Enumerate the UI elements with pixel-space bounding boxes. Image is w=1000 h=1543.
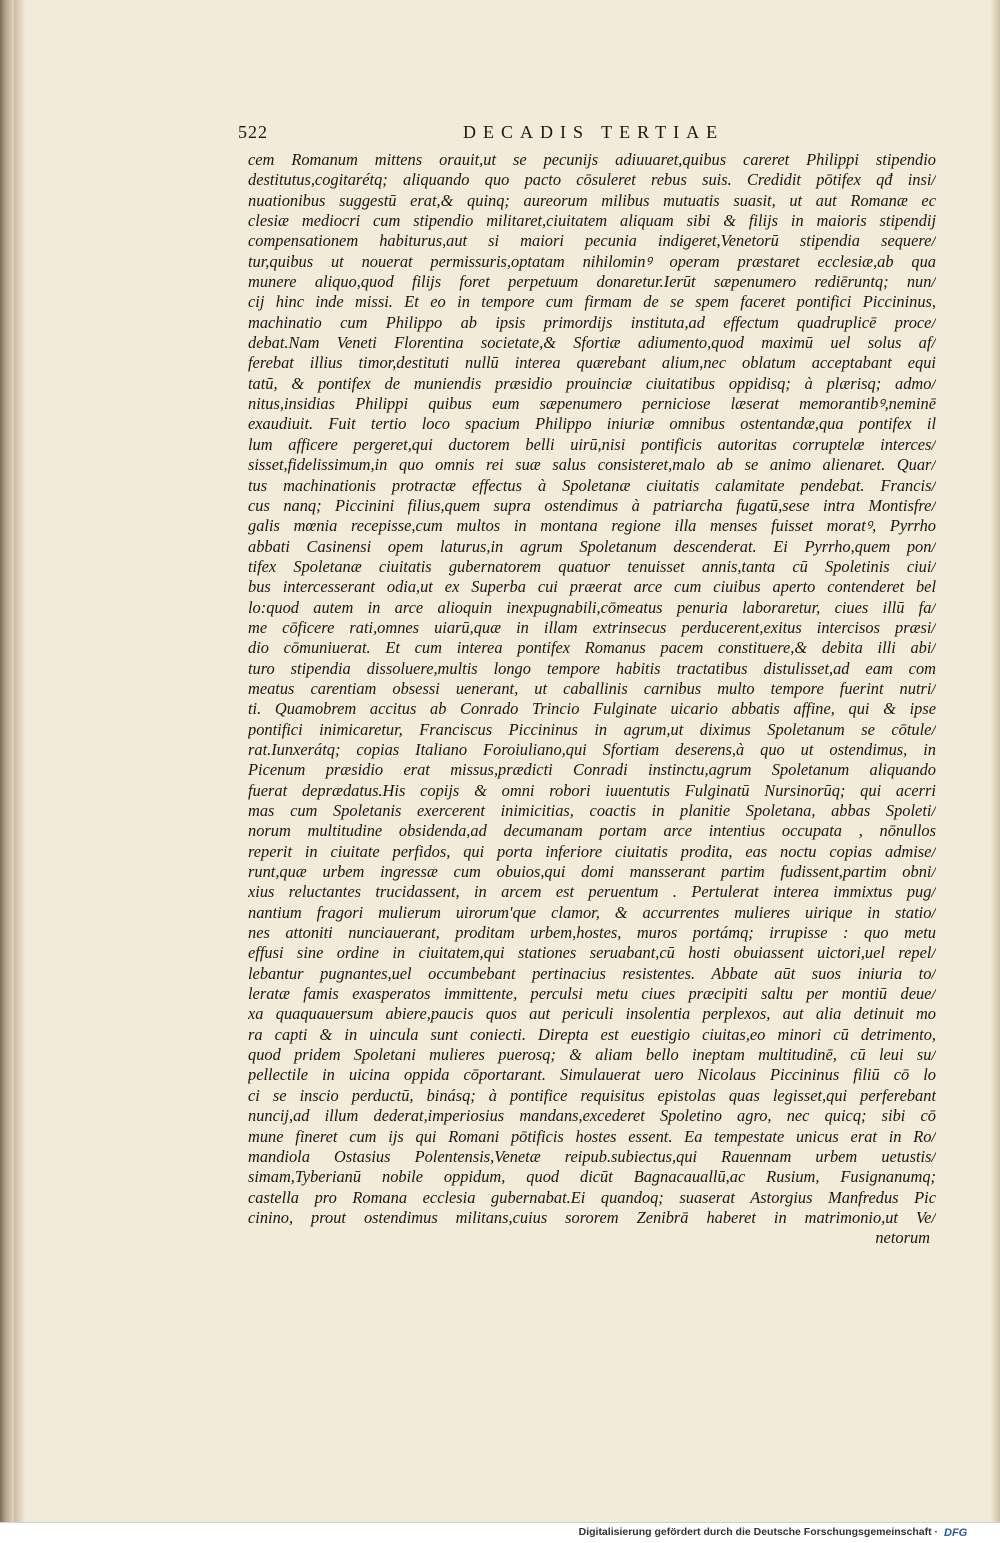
text-line: tifex Spoletanæ ciuitatis gubernatorem quatuor tenuisset annis,tanta cū Spoletinis ciui/ <box>248 556 936 576</box>
text-line: mune fineret cum ijs qui Romani pōtificis hostes essent. Ea tempestate unicus erat in Ro/ <box>248 1126 936 1146</box>
text-line: compensationem habiturus,aut si maiori pecunia indigeret,Venetorū stipendia sequere/ <box>248 231 936 251</box>
text-line: pontifici inimicaretur, Franciscus Piccininus in agrum,ut diximus Spoletanum se cōtule/ <box>248 719 936 739</box>
text-line: lo:quod autem in arce alioquin inexpugnabili,cōmeatus penuria laboraretur, ciues illū fa/ <box>248 597 936 617</box>
text-line: machinatio cum Philippo ab ipsis primordijs instituta,ad effectum quadruplicē proce/ <box>248 312 936 332</box>
text-line: rat.Iunxerátq; copias Italiano Foroiuliano,qui Sfortiam deserens,à quo ut ostendimus, in <box>248 739 936 759</box>
text-line: cem Romanum mittens orauit,ut se pecunijs adiuuaret,quibus careret Philippi stipendio <box>248 150 936 169</box>
text-line: mas cum Spoletanis exercerent inimicitias, coactis in planitie Spoletana, abbas Spoleti/ <box>248 801 936 820</box>
text-line: reperit in ciuitate perfidos, qui porta inferiore ciuitatis prodita, eas noctu copias admise/ <box>248 841 936 861</box>
text-line: nantium fragori mulierum uirorum'que clamor, & accurrentes mulieres uirique in statio/ <box>248 902 936 922</box>
text-line: debat.Nam Veneti Florentina societate,& Sfortiæ adiumento,quod maximū uel solus af/ <box>248 333 936 353</box>
text-line: Picenum præsidio erat missus,prædicti Conradi instinctu,agrum Spoletanum aliquando <box>248 760 936 780</box>
text-line: ra capti & in uincula sunt coniecti. Direpta est euestigio ciuitas,eo minori cū detrimento, <box>248 1024 936 1044</box>
text-line: abbati Casinensi opem laturus,in agrum Spoletanum descenderat. Ei Pyrrho,quem pon/ <box>248 536 936 556</box>
text-line: lum afficere pergeret,qui ductorem belli uirū,nisi pontificis autoritas corruptelæ interces/ <box>248 434 936 454</box>
text-line: nitus,insidias Philippi quibus eum sæpenumero perniciose læserat memorantibꝰ,neminē <box>248 394 936 414</box>
text-line: exaudiuit. Fuit tertio loco spacium Philippo iniuriæ omnibus ostentandæ,qua pontifex il <box>248 414 936 434</box>
page-number: 522 <box>238 122 268 142</box>
text-line: meatus carentiam obsessi uenerant, ut caballinis carnibus multo tempore fuerint nutri/ <box>248 678 936 698</box>
text-line: castella pro Romana ecclesia gubernabat.Ei quandoq; suaserat Astorgius Manfredus Pic <box>248 1187 936 1207</box>
text-line: nes attoniti nunciauerant, proditam urbem,hostes, muros portámq; irrupisse : quo metu <box>248 923 936 943</box>
text-line: nuationibus suggestū erat,& quinq; aureorum milibus mutuatis suasit, ut aut Romanæ ec <box>248 190 936 210</box>
text-line: tur,quibus ut nouerat permissuris,optatam nihilominꝰ operam præstaret ecclesiæ,ab qua <box>248 251 936 271</box>
text-line: ci se inscio perductū, binásq; à pontifice requisitus epistolas quas legisset,qui perferebant <box>248 1085 936 1105</box>
text-line: tatū, & pontifex de muniendis præsidio prouinciæ ciuitatibus oppidisq; à plærisq; admo/ <box>248 373 936 393</box>
text-line: ti. Quamobrem accitus ab Conrado Trincio Fulginate uicario abbatis affine, qui & ipse <box>248 699 936 719</box>
text-line: sisset,fidelissimum,in quo omnis rei suæ salus consisteret,malo ab se animo alienaret. Quar/ <box>248 455 936 475</box>
text-line: effusi sine ordine in ciuitatem,qui stationes seruabant,cū hosti obuiassent uictori,uel repel/ <box>248 943 936 963</box>
running-title: DECADIS TERTIAE <box>463 122 725 142</box>
body-text <box>248 150 936 1249</box>
text-line: nuncij,ad illum dederat,imperiosius mandans,excederet Spoletino agro, nec quicq; sibi cō <box>248 1106 936 1126</box>
text-line: ferebat illius timor,destituti nullū interea quærebant alium,nec oblatum acceptabant equi <box>248 353 936 373</box>
text-line: cij hinc inde missi. Et eo in tempore cum firmam de se spem faceret pontifici Piccininus, <box>248 292 936 312</box>
show-through-mark <box>262 1190 402 1204</box>
text-line: dio cōmuniuerat. Et cum interea pontifex Romanus pacem constituere,& debita illi abi/ <box>248 638 936 658</box>
text-line: mandiola Ostasius Polentensis,Venetæ reipub.subiectus,qui Rauennam urbem uetustis/ <box>248 1146 936 1166</box>
text-line: destitutus,cogitarétq; aliquando quo pacto cōsuleret rebus suis. Credidit pōtifex qđ insi/ <box>248 170 936 190</box>
footer-bar <box>0 1522 1000 1543</box>
text-line: galis mœnia recepisse,cum multos in montana regione illa menses fuisset moratꝰ, Pyrrho <box>248 516 936 536</box>
text-line: xa quaquauersum abiere,paucis quos aut periculi insolentia perplexos, aut alia detinuit mo <box>248 1004 936 1024</box>
page-edge-shadow <box>990 0 1000 1543</box>
text-line: cinino, prout ostendimus militans,cuius sororem Zenibrā haberet in matrimonio,ut Ve/ <box>248 1207 936 1227</box>
text-line: norum multitudine obsidenda,ad decumanam portam arce intentius occupata , nōnullos <box>248 821 936 841</box>
dfg-logo-icon: DFG <box>944 1527 968 1539</box>
text-line: tus machinationis protractæ effectus à Spoletanæ ciuitatis calamitate pendebat. Francis/ <box>248 475 936 495</box>
gutter-shadow <box>14 0 26 1543</box>
text-line: munere aliquo,quod filijs foret perpetuum donaretur.Ierūt sæpenumero rediēruntq; nun/ <box>248 272 936 292</box>
text-line: simam,Tyberianū nobile oppidum, quod dicūt Bagnacauallū,ac Rusium, Fusignanumq; <box>248 1167 936 1187</box>
text-line: pellectile in uicina oppida cōportarant. Simulauerat uero Nicolaus Piccininus filiū cō lo <box>248 1065 936 1085</box>
text-line: runt,quæ urbem ingressæ cum obuios,qui domi mansserant partim fudissent,partim obni/ <box>248 862 936 882</box>
text-line: clesiæ mediocri cum stipendio militaret,ciuitatem aliquam sibi & filijs in maioris stipendij <box>248 211 936 231</box>
funding-note: Digitalisierung gefördert durch die Deutsche Forschungsgemeinschaft · <box>578 1526 938 1538</box>
text-line: cus nanq; Piccinini filius,quem supra ostendimus à patriarcha fugatū,sese intra Montisfre/ <box>248 495 936 515</box>
text-line: me cōficere rati,omnes uiarū,quæ in illam extrinsecus perducerent,exitus intercisos præsi/ <box>248 617 936 637</box>
text-line: turo stipendia dissoluere,multis longo tempore habitis tractatibus distulisset,ad eam com <box>248 658 936 678</box>
text-line: fuerat deprædatus.His copijs & omni robori iuuentutis Fulginatū Nursinorūq; qui acerri <box>248 780 936 800</box>
text-line: quod pridem Spoletani mulieres puerosq; & aliam bello ineptam multitudinē, cū leui su/ <box>248 1045 936 1065</box>
text-line: leratæ famis exasperatos immittente, perculsi metu ciues præcipiti saltu per montiū deue/ <box>248 984 936 1004</box>
text-line: xius reluctantes trucidassent, in arcem est peruentum . Pertulerat interea immixtus pug/ <box>248 882 936 902</box>
text-line: netorum <box>875 1228 930 1248</box>
book-binding-gutter <box>0 0 14 1543</box>
text-line: lebantur pugnantes,uel occumbebant pertinacius resistentes. Abbate aūt suos iniuria to/ <box>248 963 936 983</box>
text-line: bus intercesserant odia,ut ex Superba cui præerat arce cum ciuibus aperto contenderet bel <box>248 577 936 597</box>
